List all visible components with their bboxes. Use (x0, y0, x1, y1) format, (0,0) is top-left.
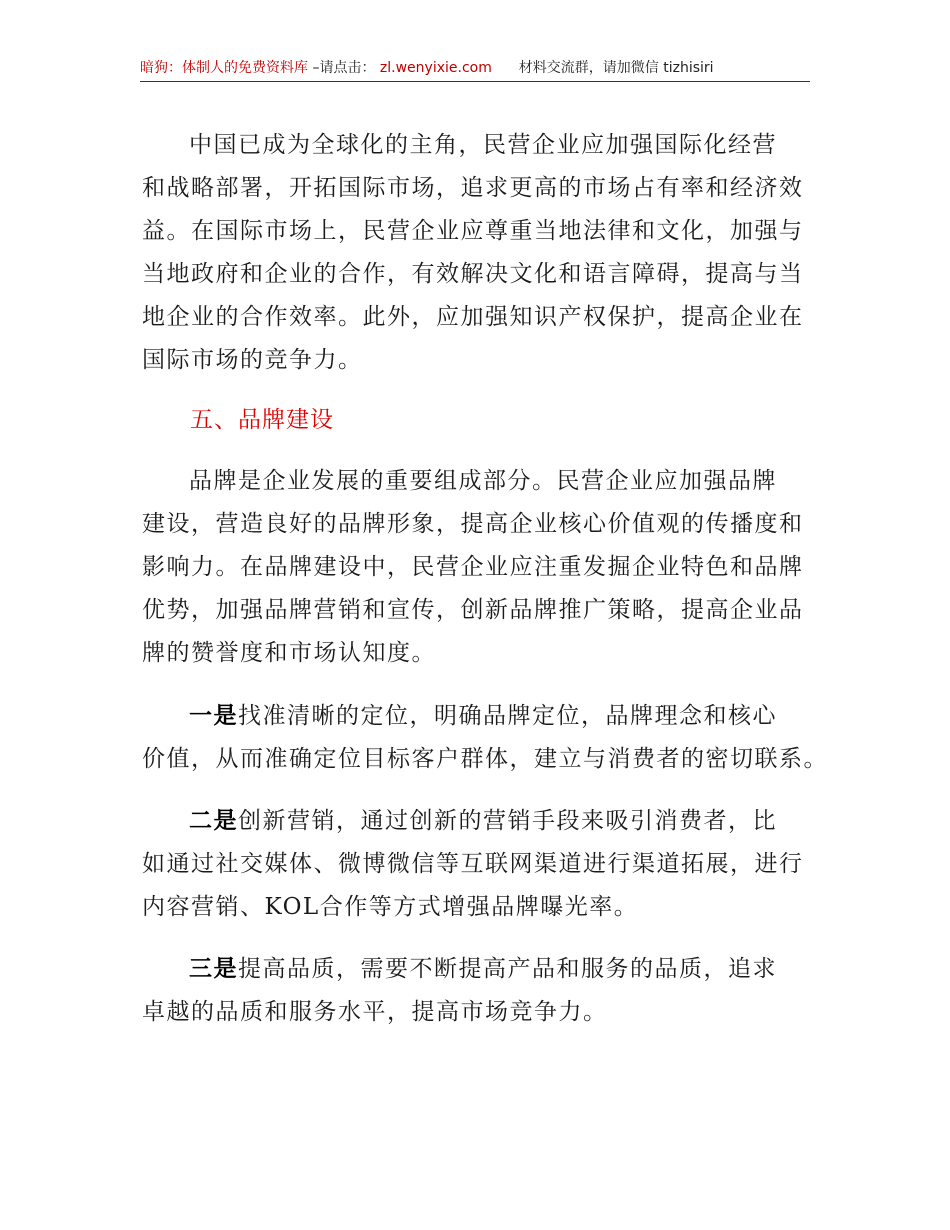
point-text: 找准清晰的定位，明确品牌定位，品牌理念和核心 (238, 703, 777, 729)
paragraph-line: 建设，营造良好的品牌形象，提高企业核心价值观的传播度和 (142, 511, 804, 537)
paragraph-line: 地企业的合作效率。此外，应加强知识产权保护，提高企业在 (142, 304, 804, 330)
paragraph-line: 益。在国际市场上，民营企业应尊重当地法律和文化，加强与 (142, 218, 804, 244)
header-prompt: –请点击： (312, 60, 376, 76)
paragraph-brand-building (142, 460, 804, 675)
point-lead: 三是 (189, 956, 238, 982)
section-heading: 五、品牌建设 (190, 407, 334, 433)
paragraph-line: 价值，从而准确定位目标客户群体，建立与消费者的密切联系。 (142, 746, 828, 772)
header-divider (140, 81, 810, 82)
point-first-line (142, 695, 828, 738)
paragraph-line: 国际市场的竞争力。 (142, 347, 363, 373)
header-brand: 暗狗：体制人的免费资料库 (140, 60, 308, 76)
paragraph-line: 影响力。在品牌建设中，民营企业应注重发掘企业特色和品牌 (142, 554, 804, 580)
point-first-line (142, 948, 777, 991)
paragraph-line: 内容营销、KOL合作等方式增强品牌曝光率。 (142, 894, 639, 920)
paragraph-line: 如通过社交媒体、微博微信等互联网渠道进行渠道拓展，进行 (142, 851, 804, 877)
point-marketing (142, 800, 804, 929)
paragraph-line: 当地政府和企业的合作，有效解决文化和语言障碍，提高与当 (142, 261, 804, 287)
point-lead: 一是 (189, 703, 238, 729)
header-group-info: 材料交流群，请加微信 tizhisiri (518, 60, 714, 76)
point-text: 创新营销，通过创新的营销手段来吸引消费者，比 (238, 808, 777, 834)
header-url-link[interactable]: zl.wenyixie.com (379, 60, 492, 76)
point-lead: 二是 (189, 808, 238, 834)
page-header (140, 57, 810, 79)
paragraph-globalization (142, 124, 804, 382)
point-text: 提高品质，需要不断提高产品和服务的品质，追求 (238, 956, 777, 982)
paragraph-line: 卓越的品质和服务水平，提高市场竞争力。 (142, 999, 608, 1025)
paragraph-line: 中国已成为全球化的主角，民营企业应加强国际化经营 (189, 132, 777, 158)
paragraph-line: 品牌是企业发展的重要组成部分。民营企业应加强品牌 (189, 468, 777, 494)
paragraph-line: 优势，加强品牌营销和宣传，创新品牌推广策略，提高企业品 (142, 597, 804, 623)
paragraph-line: 和战略部署，开拓国际市场，追求更高的市场占有率和经济效 (142, 175, 804, 201)
point-first-line (142, 800, 804, 843)
point-quality (142, 948, 777, 1034)
point-positioning (142, 695, 828, 781)
paragraph-line: 牌的赞誉度和市场认知度。 (142, 640, 436, 666)
